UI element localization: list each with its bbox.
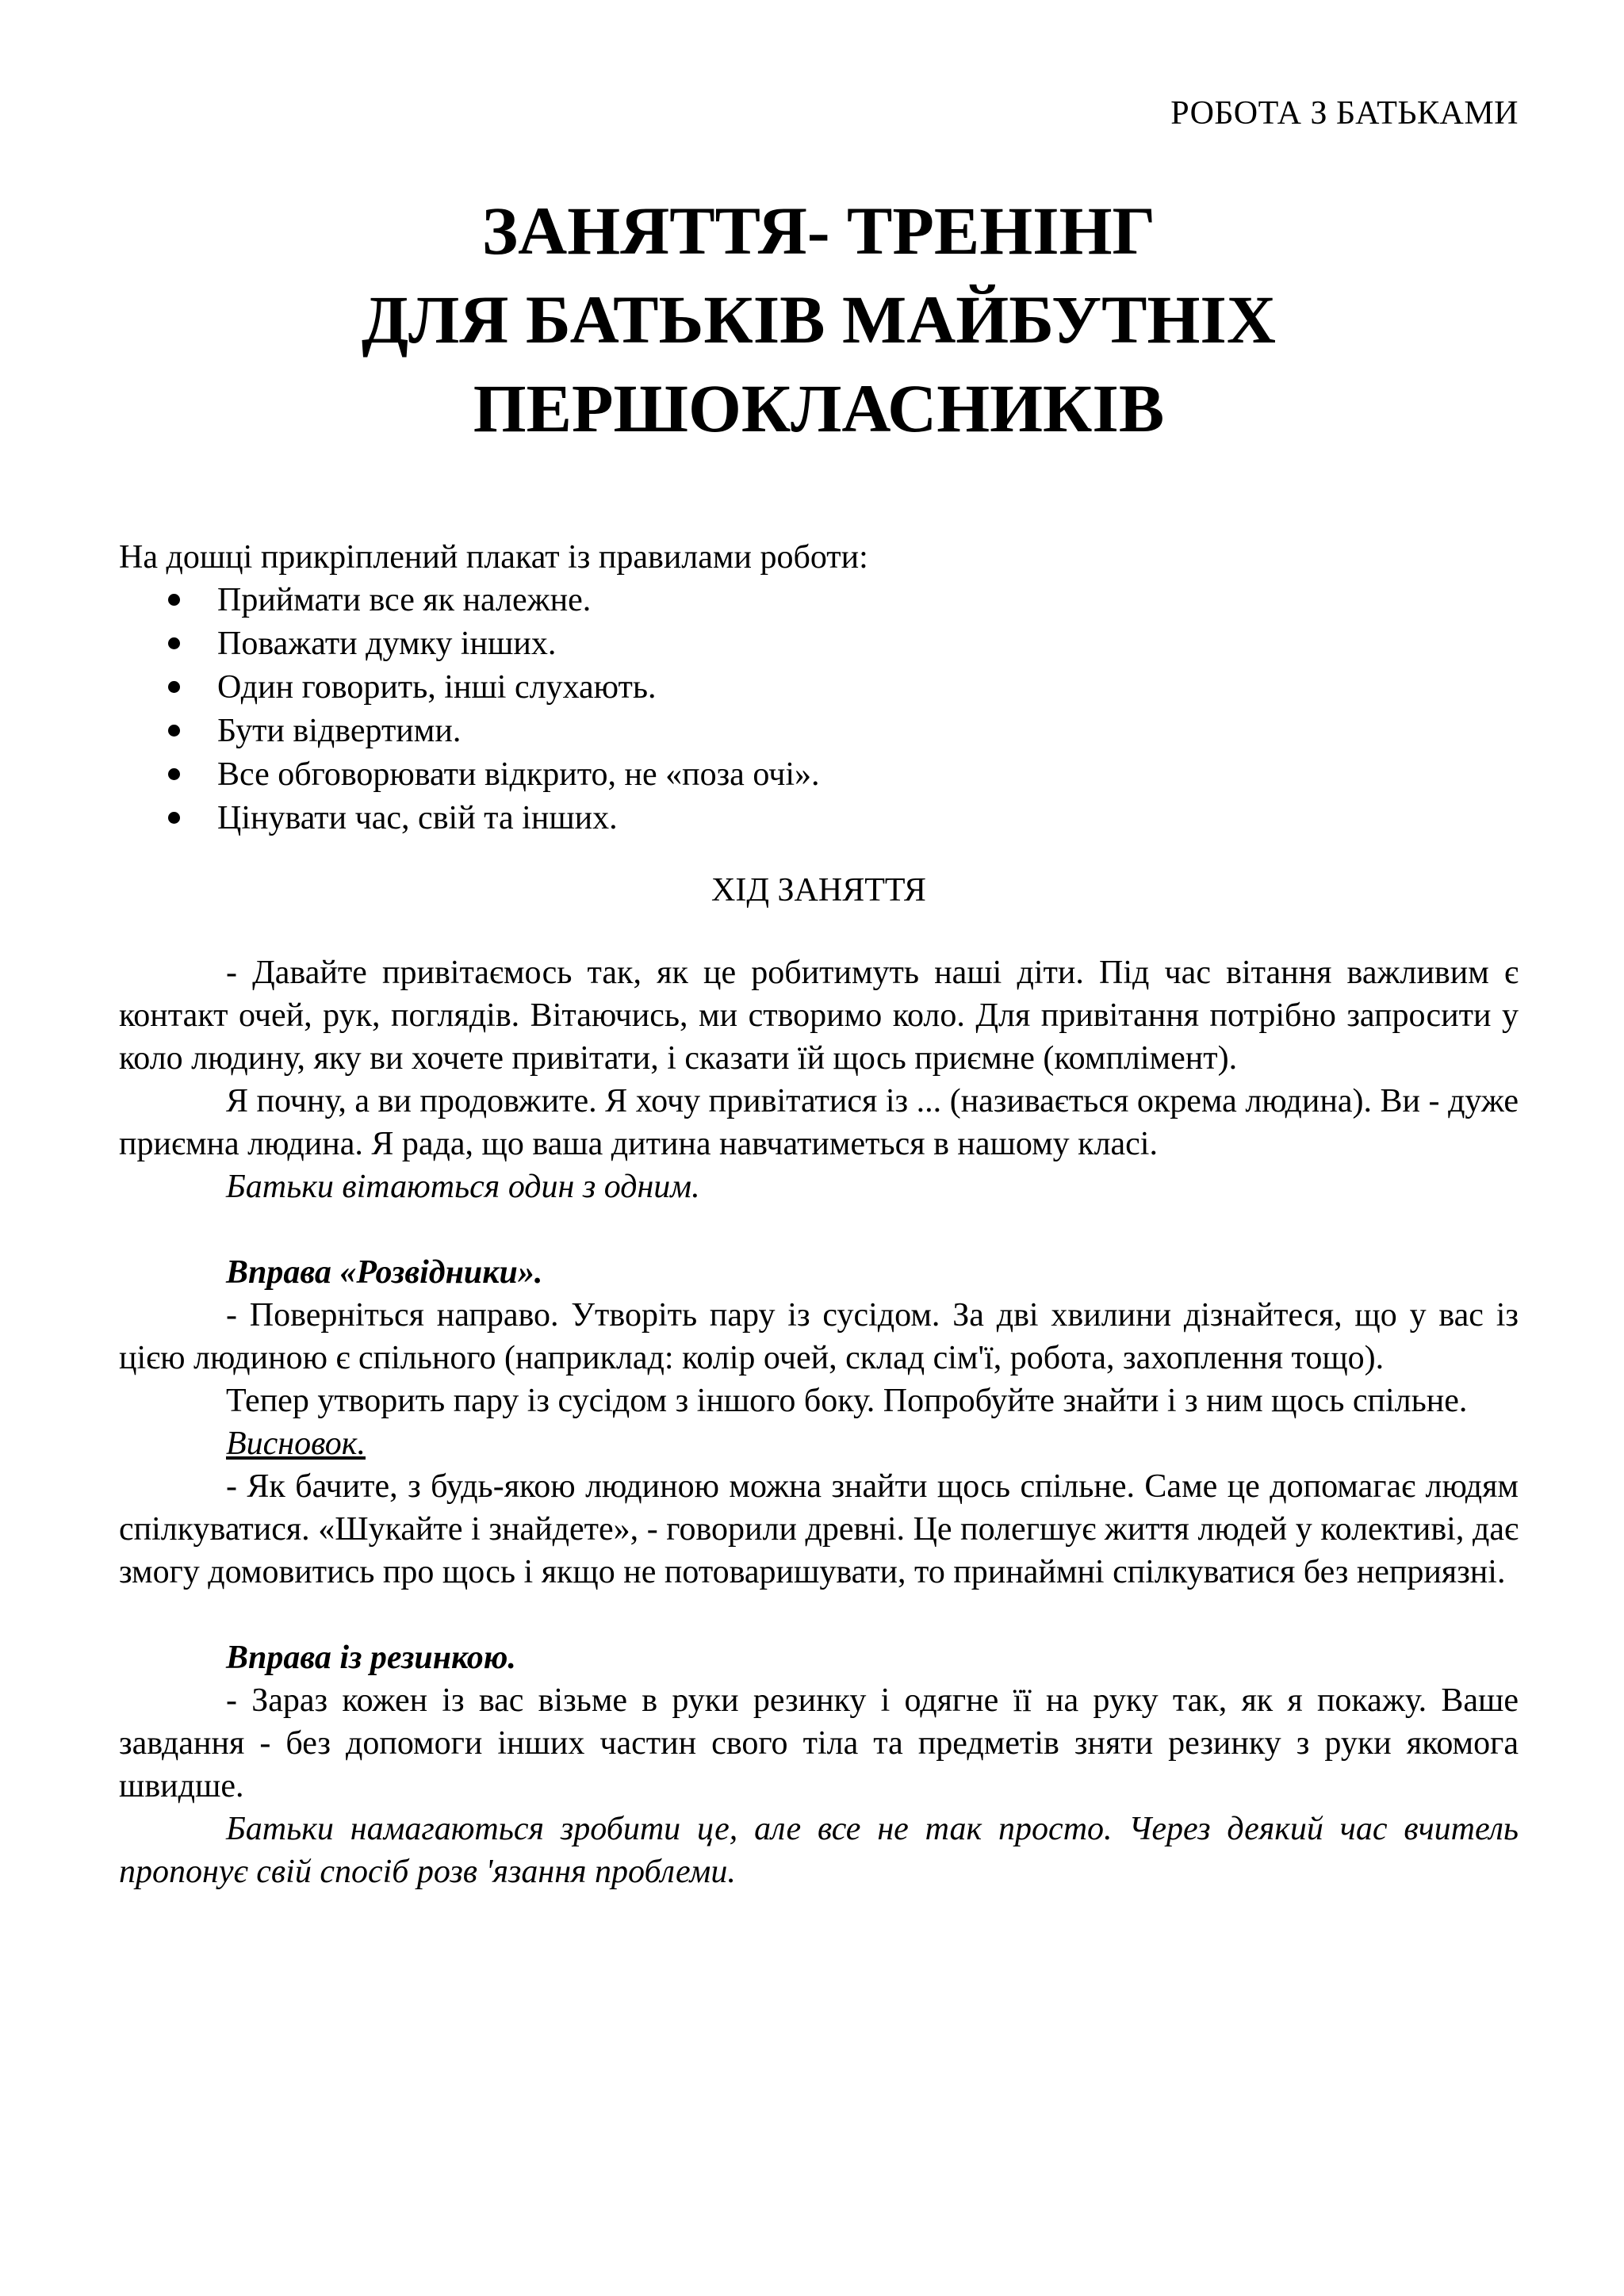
intro-paragraph: На дошці прикріплений плакат із правилами роботи: — [119, 539, 868, 576]
exercise-1-paragraph-1: - Поверніться направо. Утворіть пару із сусідом. За дві хвилини дізнайтеся, що у вас із цією людиною є спільного (наприклад: колір очей, склад сім'ї, робота, захоплення тощо). — [119, 1297, 1519, 1376]
document-body — [119, 536, 1519, 1893]
spacer — [119, 1594, 1519, 1636]
greeting-note: Батьки вітаються один з одним. — [226, 1169, 700, 1205]
title-line-3: ПЕРШОКЛАСНИКІВ — [473, 370, 1165, 446]
exercise-1-title: Вправа «Розвідники». — [226, 1254, 543, 1291]
rule-text: Приймати все як належне. — [217, 582, 592, 618]
rule-text: Все обговорювати відкрито, не «поза очі». — [217, 756, 820, 793]
rule-text: Цінувати час, свій та інших. — [217, 800, 618, 836]
rule-item — [119, 666, 1519, 710]
exercise-2-paragraph-1: - Зараз кожен із вас візьме в руки резинку і одягне її на руку так, як я покажу. Ваше завдання - без допомоги інших частин свого тіла та предметів зняти резинку з руки якомога швидше. — [119, 1682, 1519, 1804]
section-label: РОБОТА З БАТЬКАМИ — [1170, 95, 1519, 132]
rules-list — [119, 579, 1519, 840]
rule-text: Бути відвертими. — [217, 713, 462, 749]
document-page — [119, 0, 1519, 2296]
rule-item — [119, 579, 1519, 622]
rule-text: Поважати думку інших. — [217, 626, 557, 662]
rule-item — [119, 797, 1519, 840]
title-line-2: ДЛЯ БАТЬКІВ МАЙБУТНІХ — [362, 281, 1276, 358]
section-heading: ХІД ЗАНЯТТЯ — [711, 872, 926, 909]
rule-item — [119, 710, 1519, 753]
page-title — [119, 186, 1519, 453]
exercise-2-title: Вправа із резинкою. — [226, 1640, 516, 1676]
conclusion-label-line — [119, 1422, 1519, 1465]
spacer — [119, 1208, 1519, 1251]
rule-text: Один говорить, інші слухають. — [217, 669, 657, 706]
bullet-icon — [168, 725, 180, 737]
exercise-1-paragraph-2: Тепер утворить пару із сусідом з іншого боку. Попробуйте знайти і з ним щось спільне. — [226, 1383, 1468, 1419]
exercise-2-note: Батьки намагаються зробити це, але все не так просто. Через деякий час вчитель пропонує свій спосіб розв 'язання проблеми. — [119, 1811, 1519, 1890]
greeting-paragraph-1: - Давайте привітаємось так, як це робитимуть наші діти. Під час вітання важливим є контакт очей, рук, поглядів. Вітаючись, ми створимо коло. Для привітання потрібно запросити у коло людину, яку ви хочете привітати, і сказати їй щось приємне (комплімент). — [119, 955, 1519, 1077]
bullet-icon — [168, 681, 180, 693]
bullet-icon — [168, 594, 180, 606]
bullet-icon — [168, 768, 180, 780]
conclusion-label: Висновок. — [226, 1425, 366, 1462]
title-line-1: ЗАНЯТТЯ- ТРЕНІНГ — [481, 193, 1156, 269]
conclusion-paragraph: - Як бачите, з будь-якою людиною можна знайти щось спільне. Саме це допомагає людям спілкуватися. «Шукайте і знайдете», - говорили древні. Це полегшує життя людей у колективі, дає змогу домовитись про щось і якщо не потоваришувати, то принаймні спілкуватися без неприязні. — [119, 1468, 1519, 1590]
greeting-paragraph-2: Я почну, а ви продовжите. Я хочу привітатися із ... (називається окрема людина). Ви - дуже приємна людина. Я рада, що ваша дитина навчатиметься в нашому класі. — [119, 1083, 1519, 1162]
rule-item — [119, 622, 1519, 666]
bullet-icon — [168, 812, 180, 824]
bullet-icon — [168, 637, 180, 649]
rule-item — [119, 753, 1519, 797]
